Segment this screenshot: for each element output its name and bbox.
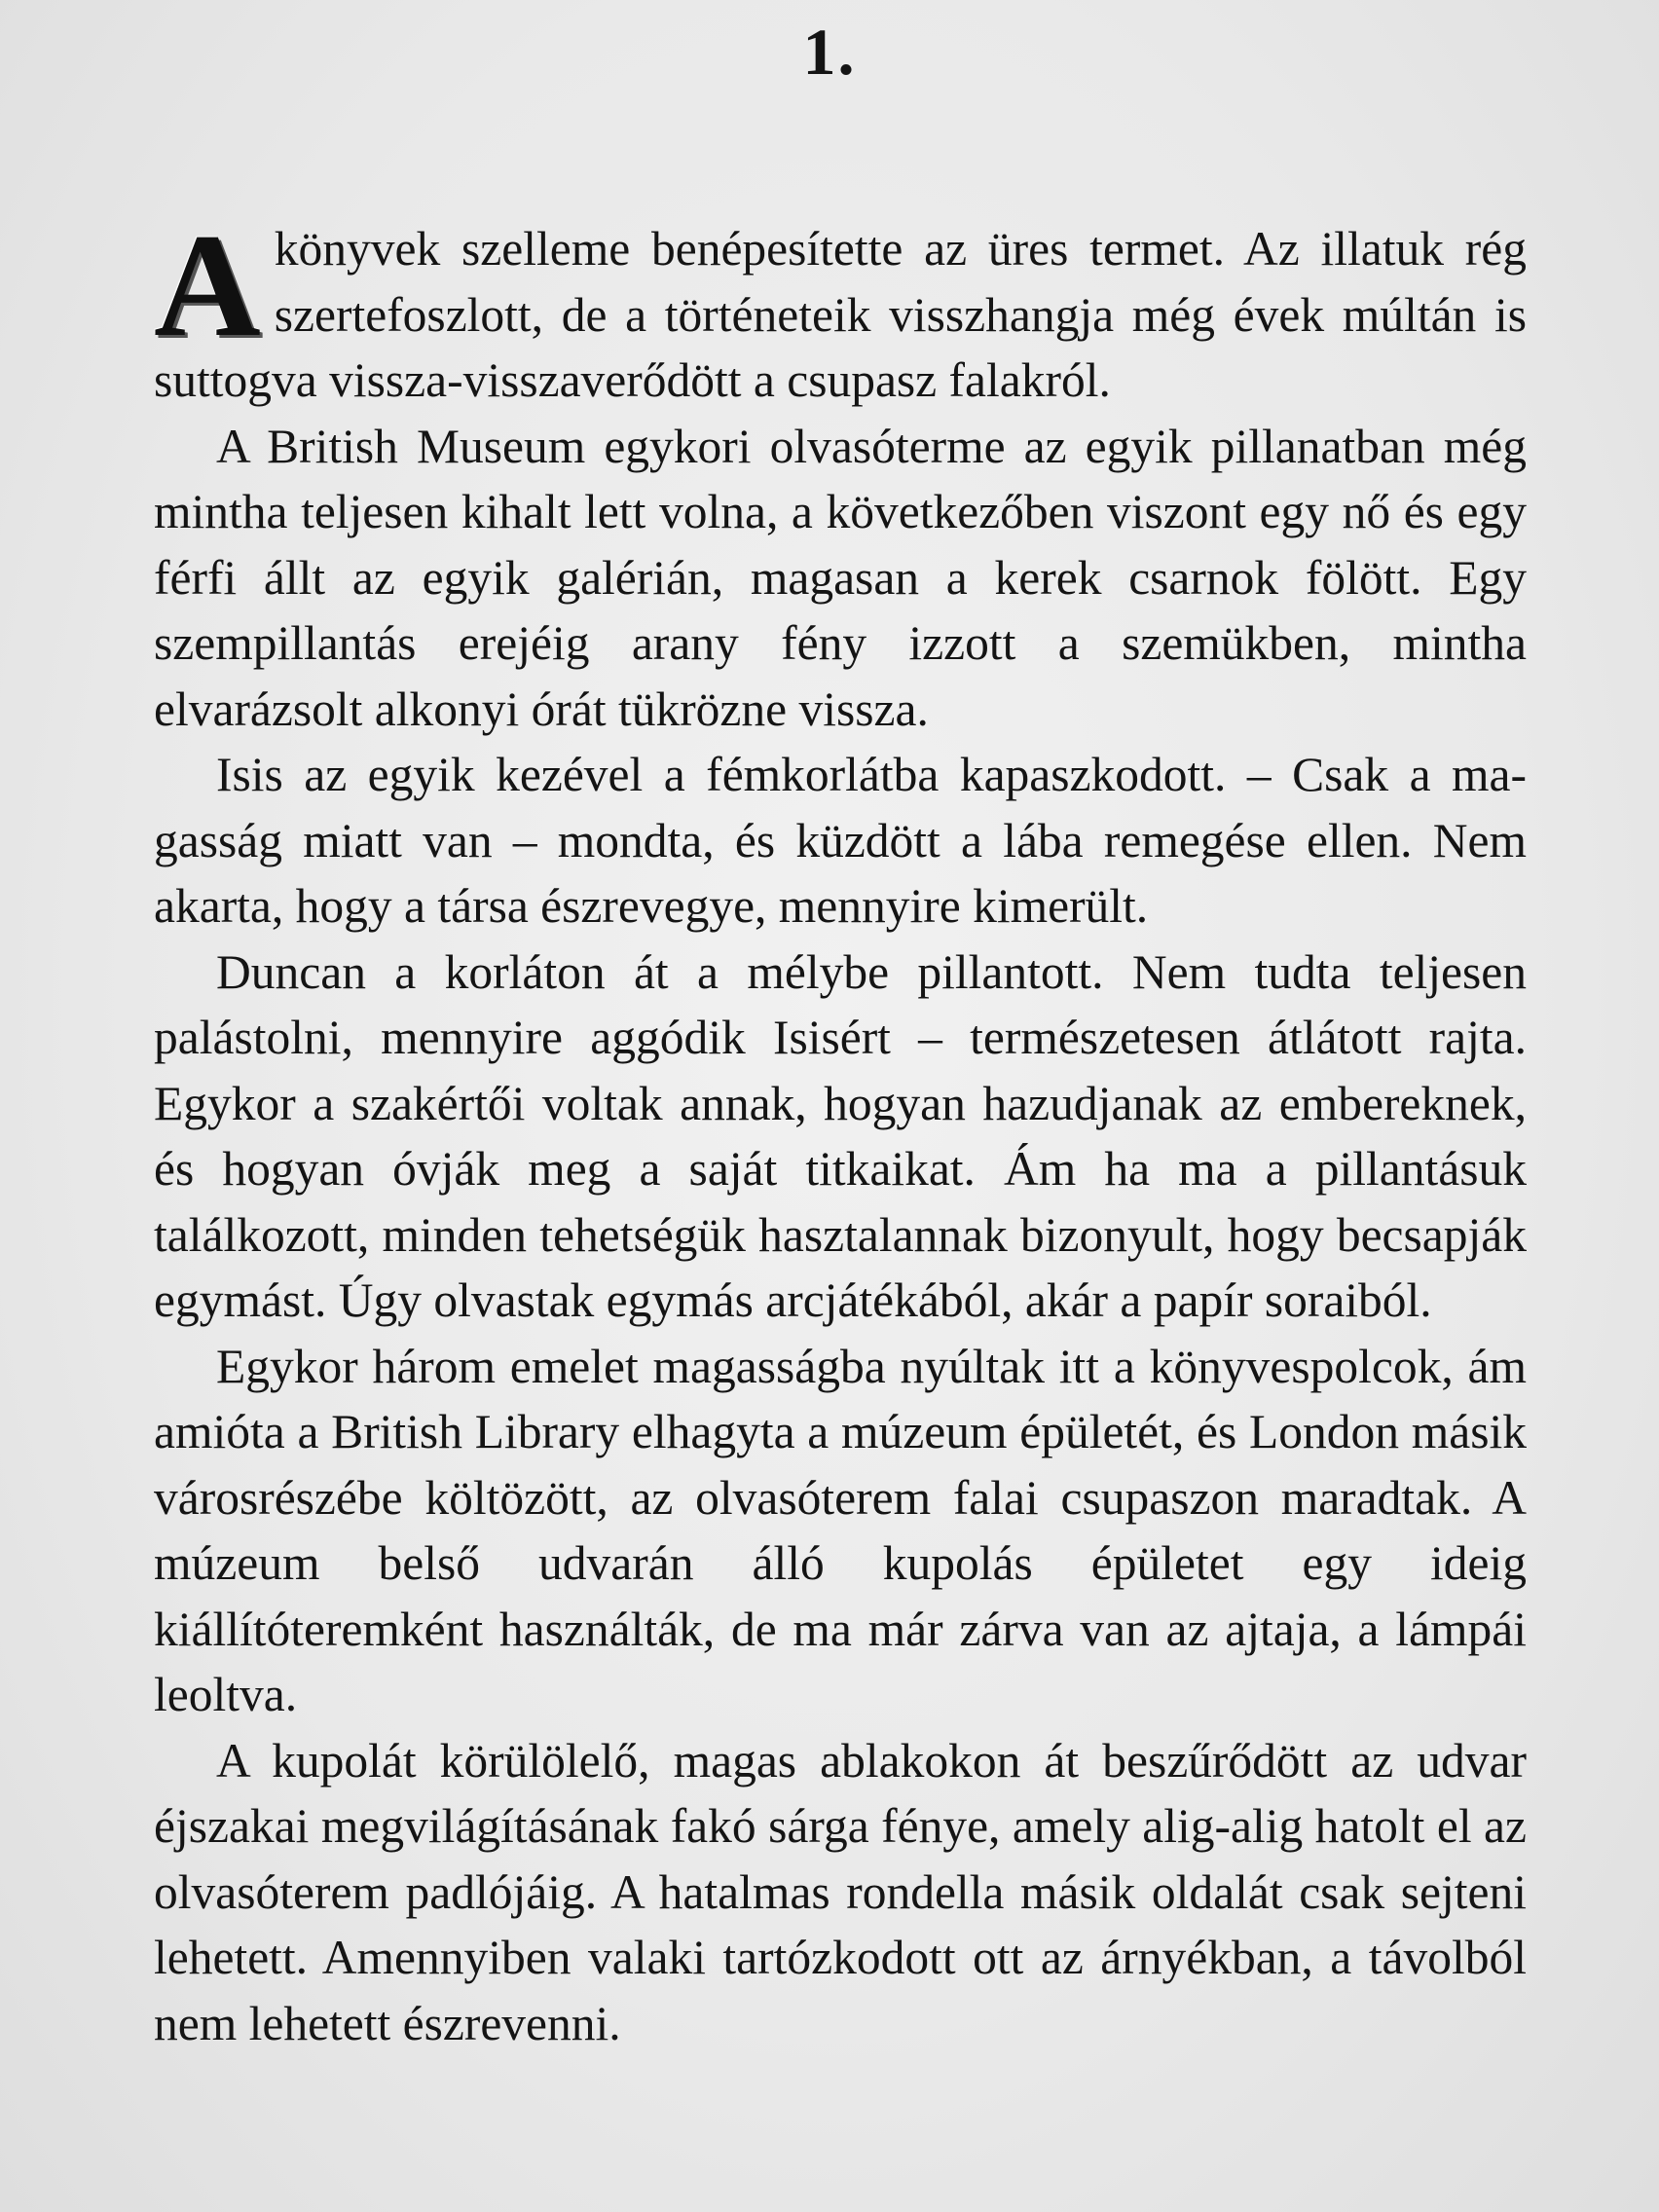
chapter-number: 1. [802,15,857,89]
paragraph-2: A British Museum egykori olvasóterme az egyik pillanatban még mintha teljesen kihalt lett volna, a következőben viszont egy nő és egy férfi állt az egyik galérián, magasan a kerek csarnok fölött. Egy szempillantás erejéig arany fény izzott a szemükben, mintha elvarázsolt alkonyi órát tükrözne vissza. [154,419,1527,736]
paragraph-6: A kupolát körülölelő, magas ablakokon át beszűrődött az udvar éjszakai megvilágításának fakó sárga fénye, amely alig-alig hatolt el az olvasóterem padlójáig. A hatalmas rondella másik oldalát csak sejteni lehetett. Amennyiben valaki tartózkodott ott az árnyékban, a távolból nem lehetett észrevenni. [154,1733,1527,2050]
paragraph-5: Egykor három emelet magasságba nyúltak itt a könyvespolcok, ám amióta a British Library elhagyta a múzeum épületét, és London másik városrészébe költözött, az olvasóterem falai csupaszon maradtak. A múzeum belső udvarán álló kupolás épületet egy ideig kiállítóteremként használták, de ma már zárva van az ajtaja, a lámpái leoltva. [154,1339,1527,1721]
paragraph-4: Duncan a korláton át a mélybe pillantott. Nem tudta teljesen palástolni, mennyire aggódik Isisért – természetesen átlátott rajta. Egykor a szakértői voltak annak, hogyan hazudjanak az embereknek, és hogyan óvják meg a saját titkaikat. Ám ha ma a pillantásuk találkozott, minden tehetségük hasztalannak bizonyult, hogy becsapják egymást. Úgy olvastak egymás arcjátékából, akár a papír soraiból. [154,944,1527,1327]
drop-cap: A [154,203,261,367]
chapter-text [154,203,1527,2056]
paragraph-1 [154,203,1527,414]
paragraph-1-text: könyvek szelleme benépesítette az üres termet. Az illatuk rég szertefoszlott, de a történeteik visszhangja még évek múltán is suttogva vissza-visszaverődött a csupasz falakról. [154,222,1527,407]
paragraph-3: Isis az egyik kezével a fémkorlátba kapaszkodott. – Csak a magasság miatt van – mondta, és küzdött a lába remegése ellen. Nem akarta, hogy a társa észrevegye, mennyire kimerült. [154,748,1527,933]
